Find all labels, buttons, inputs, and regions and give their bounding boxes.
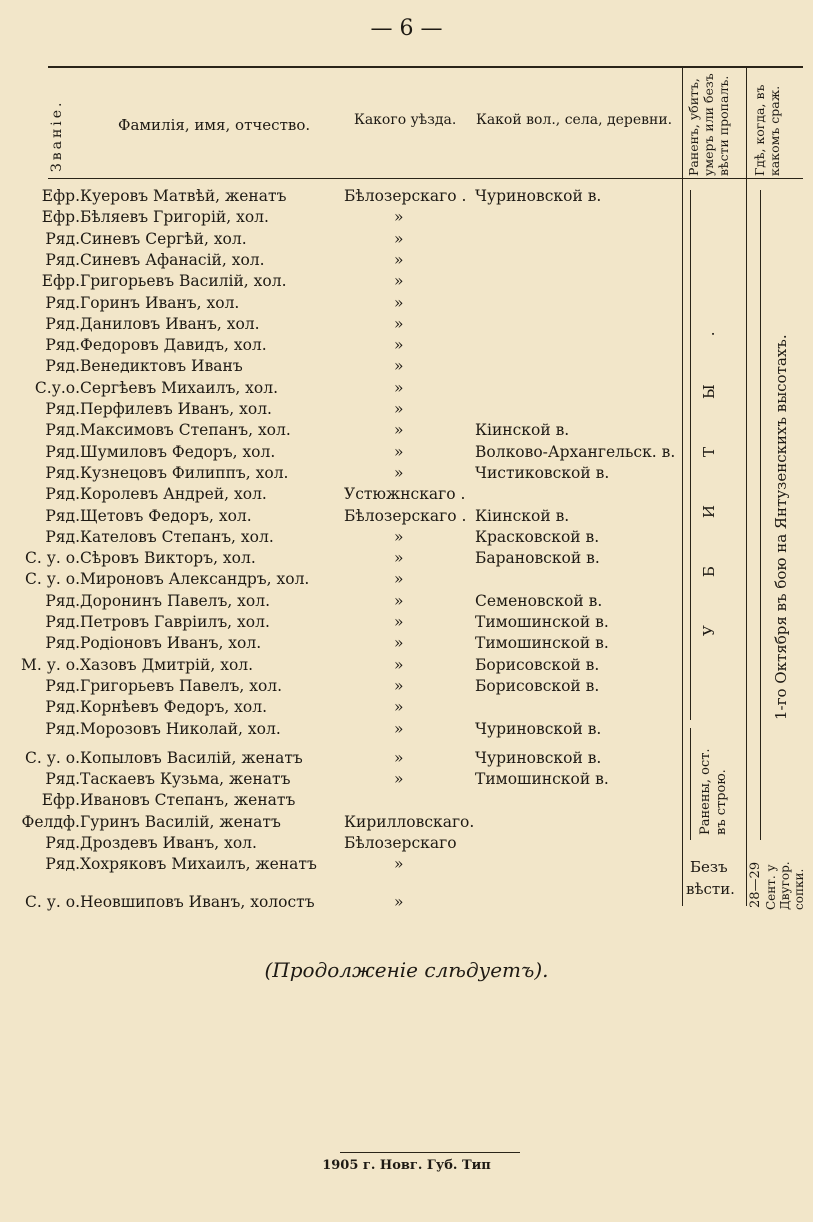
name-cell: Кателовъ Степанъ, хол.: [80, 527, 274, 546]
rank-cell: Ряд.: [45, 357, 80, 376]
rank-cell: Ряд.: [45, 770, 80, 789]
rank-cell: Ряд.: [45, 834, 80, 852]
rank-cell: Ефр.: [41, 791, 80, 810]
name-cell: Гуринъ Василій, женатъ: [80, 812, 281, 831]
name-cell: Неовшиповъ Иванъ, холостъ: [80, 892, 315, 911]
table-row: [0, 293, 813, 314]
battle-label: 1-го Октября въ бою на Янтузенскихъ высотахъ.: [772, 334, 790, 720]
uezd-cell: »: [394, 549, 404, 568]
printer-imprint: 1905 г. Новг. Губ. Тип: [322, 1158, 491, 1173]
volost-cell: Чуриновской в.: [475, 748, 602, 767]
uezd-cell: »: [394, 293, 404, 312]
rank-cell: Ряд.: [45, 613, 80, 631]
name-cell: Венедиктовъ Иванъ: [80, 357, 243, 376]
killed-label: УБИТЫ.: [700, 283, 718, 637]
name-cell: Хазовъ Дмитрій, хол.: [80, 655, 254, 674]
table-row: [0, 748, 813, 769]
name-cell: Таскаевъ Кузьма, женатъ: [80, 770, 291, 789]
table-row: [0, 527, 813, 548]
uezd-cell: »: [394, 336, 404, 355]
rank-cell: Ефр.: [41, 187, 80, 205]
uezd-cell: Бѣлозерскаго .: [344, 506, 467, 525]
rank-cell: Ряд.: [45, 463, 80, 482]
header-bottom-rule: [48, 178, 803, 179]
header-top-rule: [48, 66, 803, 68]
name-cell: Бѣляевъ Григорій, хол.: [80, 208, 269, 227]
name-cell: Куеровъ Матвѣй, женатъ: [80, 187, 287, 205]
uezd-cell: Бѣлозерскаго .: [344, 187, 467, 205]
uezd-cell: »: [394, 591, 404, 610]
name-cell: Шумиловъ Федоръ, хол.: [80, 442, 276, 461]
continuation-note: (Продолженіе слѣдуетъ).: [264, 958, 549, 982]
table-row: [0, 442, 813, 463]
table-row: [0, 769, 813, 790]
uezd-cell: »: [394, 698, 404, 717]
imprint-rule: [340, 1152, 520, 1153]
rank-cell: С.у.о.: [34, 378, 80, 397]
table-row: [0, 633, 813, 654]
wounded-label: Ранены, ост. въ строю.: [698, 748, 729, 835]
volost-cell: Барановской в.: [475, 549, 600, 568]
rank-cell: Ряд.: [45, 229, 80, 248]
rank-cell: М. у. о.: [21, 655, 80, 674]
header-uezd: Какого уѣзда.: [354, 112, 457, 128]
rank-cell: Фелдф.: [21, 812, 80, 831]
volost-cell: Чуриновской в.: [475, 187, 602, 205]
uezd-cell: »: [394, 892, 404, 911]
volost-cell: Кіинской в.: [475, 421, 570, 440]
table-row: [0, 790, 813, 811]
name-cell: Хохряковъ Михаилъ, женатъ: [80, 855, 317, 874]
name-cell: Доронинъ Павелъ, хол.: [80, 591, 271, 610]
volost-cell: Борисовской в.: [475, 676, 600, 695]
name-cell: Ивановъ Степанъ, женатъ: [80, 791, 296, 810]
uezd-cell: »: [394, 250, 404, 269]
name-cell: Морозовъ Николай, хол.: [80, 719, 281, 738]
name-cell: Копыловъ Василій, женатъ: [80, 748, 303, 767]
volost-cell: Борисовской в.: [475, 655, 600, 674]
name-cell: Федоровъ Давидъ, хол.: [80, 336, 267, 355]
table-row: [0, 697, 813, 718]
rank-cell: Ряд.: [45, 506, 80, 525]
uezd-cell: »: [394, 463, 404, 482]
table-row: [0, 719, 813, 740]
name-cell: Горинъ Иванъ, хол.: [80, 293, 240, 312]
rank-cell: С. у. о.: [25, 570, 80, 589]
uezd-cell: »: [394, 400, 404, 418]
name-cell: Корнѣевъ Федоръ, хол.: [80, 698, 268, 717]
rank-cell: С. у. о.: [25, 892, 80, 911]
wounded-bracket: [690, 728, 691, 840]
table-row: [0, 335, 813, 356]
header-volost: Какой вол., села, деревни.: [476, 112, 673, 128]
name-cell: Кузнецовъ Филиппъ, хол.: [80, 463, 289, 482]
volost-cell: Семеновской в.: [475, 591, 603, 610]
uezd-cell: »: [394, 770, 404, 789]
rank-cell: С. у. о.: [25, 748, 80, 767]
table-row: [0, 229, 813, 250]
uezd-cell: »: [394, 676, 404, 695]
table-row: [0, 314, 813, 335]
uezd-cell: »: [394, 314, 404, 333]
rank-cell: Ряд.: [45, 421, 80, 440]
volost-cell: Красковской в.: [475, 527, 600, 546]
table-row: [0, 420, 813, 441]
uezd-cell: »: [394, 855, 404, 874]
uezd-cell: Кирилловскаго.: [344, 812, 474, 831]
uezd-cell: »: [394, 719, 404, 738]
rank-cell: Ряд.: [45, 250, 80, 269]
rank-cell: Ряд.: [45, 676, 80, 695]
uezd-cell: »: [394, 272, 404, 291]
rank-cell: Ряд.: [45, 336, 80, 355]
table-row: [0, 506, 813, 527]
volost-cell: Тимошинской в.: [475, 770, 609, 789]
rank-cell: Ряд.: [45, 314, 80, 333]
header-rank: Званіе.: [49, 99, 65, 172]
name-cell: Синевъ Сергѣй, хол.: [80, 229, 247, 248]
name-cell: Дроздевъ Иванъ, хол.: [80, 834, 257, 852]
missing-label-line1: Безъ: [690, 858, 728, 876]
table-row: [0, 655, 813, 676]
uezd-cell: »: [394, 229, 404, 248]
missing-label-line2: вѣсти.: [686, 880, 735, 898]
rank-cell: Ряд.: [45, 698, 80, 717]
table-row: [0, 207, 813, 228]
sep-dates: 28—29: [748, 861, 763, 908]
killed-bracket: [690, 190, 691, 720]
rank-cell: Ряд.: [45, 527, 80, 546]
uezd-cell: »: [394, 421, 404, 440]
volost-cell: Чуриновской в.: [475, 719, 602, 738]
uezd-cell: »: [394, 442, 404, 461]
name-cell: Щетовъ Федоръ, хол.: [80, 506, 252, 525]
name-cell: Сѣровъ Викторъ, хол.: [80, 549, 256, 568]
uezd-cell: »: [394, 378, 404, 397]
uezd-cell: »: [394, 208, 404, 227]
rank-cell: Ряд.: [45, 485, 80, 504]
uezd-cell: »: [394, 655, 404, 674]
rank-cell: Ряд.: [45, 719, 80, 738]
volost-cell: Тимошинской в.: [475, 613, 609, 631]
rank-cell: Ряд.: [45, 400, 80, 418]
header-status: Раненъ, убитъ, умеръ или безъ вѣсти пропалъ.: [686, 73, 731, 176]
table-row: [0, 612, 813, 633]
table-row: [0, 833, 813, 854]
header-name: Фамилія, имя, отчество.: [118, 116, 311, 134]
table-row: [0, 548, 813, 569]
table-row: [0, 591, 813, 612]
rank-cell: Ефр.: [41, 208, 80, 227]
volost-cell: Чистиковской в.: [475, 463, 610, 482]
battle-bracket: [760, 190, 761, 840]
table-row: [0, 271, 813, 292]
table-row: [0, 812, 813, 833]
table-row: [0, 250, 813, 271]
rank-cell: Ряд.: [45, 293, 80, 312]
table-row: [0, 569, 813, 590]
rank-cell: С. у. о.: [25, 549, 80, 568]
rank-cell: Ряд.: [45, 634, 80, 653]
uezd-cell: »: [394, 748, 404, 767]
rank-cell: Ефр.: [41, 272, 80, 291]
uezd-cell: »: [394, 357, 404, 376]
name-cell: Синевъ Афанасій, хол.: [80, 250, 265, 269]
table-row: [0, 676, 813, 697]
name-cell: Перфилевъ Иванъ, хол.: [80, 400, 272, 418]
name-cell: Сергѣевъ Михаилъ, хол.: [80, 378, 279, 397]
name-cell: Мироновъ Александръ, хол.: [80, 570, 310, 589]
uezd-cell: Устюжнскаго .: [344, 485, 466, 504]
table-row: [0, 484, 813, 505]
name-cell: Григорьевъ Павелъ, хол.: [80, 676, 283, 695]
rank-cell: Ряд.: [45, 855, 80, 874]
sep-place: Сент. у Двугор. сопки.: [764, 861, 806, 910]
header-where: Гдѣ, когда, въ какомъ сраж.: [752, 84, 782, 176]
volost-cell: Волково-Архангельск. в.: [475, 442, 676, 461]
table-row: [0, 356, 813, 377]
rank-cell: Ряд.: [45, 591, 80, 610]
name-cell: Даниловъ Иванъ, хол.: [80, 314, 260, 333]
uezd-cell: »: [394, 570, 404, 589]
uezd-cell: Бѣлозерскаго: [344, 834, 457, 852]
name-cell: Королевъ Андрей, хол.: [80, 485, 267, 504]
table-row: [0, 463, 813, 484]
table-row: [0, 378, 813, 399]
table-row: [0, 186, 813, 207]
uezd-cell: »: [394, 634, 404, 653]
rank-cell: Ряд.: [45, 442, 80, 461]
name-cell: Григорьевъ Василій, хол.: [80, 272, 287, 291]
page-number: — 6 —: [370, 16, 443, 41]
volost-cell: Тимошинской в.: [475, 634, 609, 653]
table-row: [0, 399, 813, 420]
name-cell: Петровъ Гавріилъ, хол.: [80, 613, 270, 631]
uezd-cell: »: [394, 613, 404, 631]
uezd-cell: »: [394, 527, 404, 546]
volost-cell: Кіинской в.: [475, 506, 570, 525]
name-cell: Родіоновъ Иванъ, хол.: [80, 634, 262, 653]
name-cell: Максимовъ Степанъ, хол.: [80, 421, 291, 440]
